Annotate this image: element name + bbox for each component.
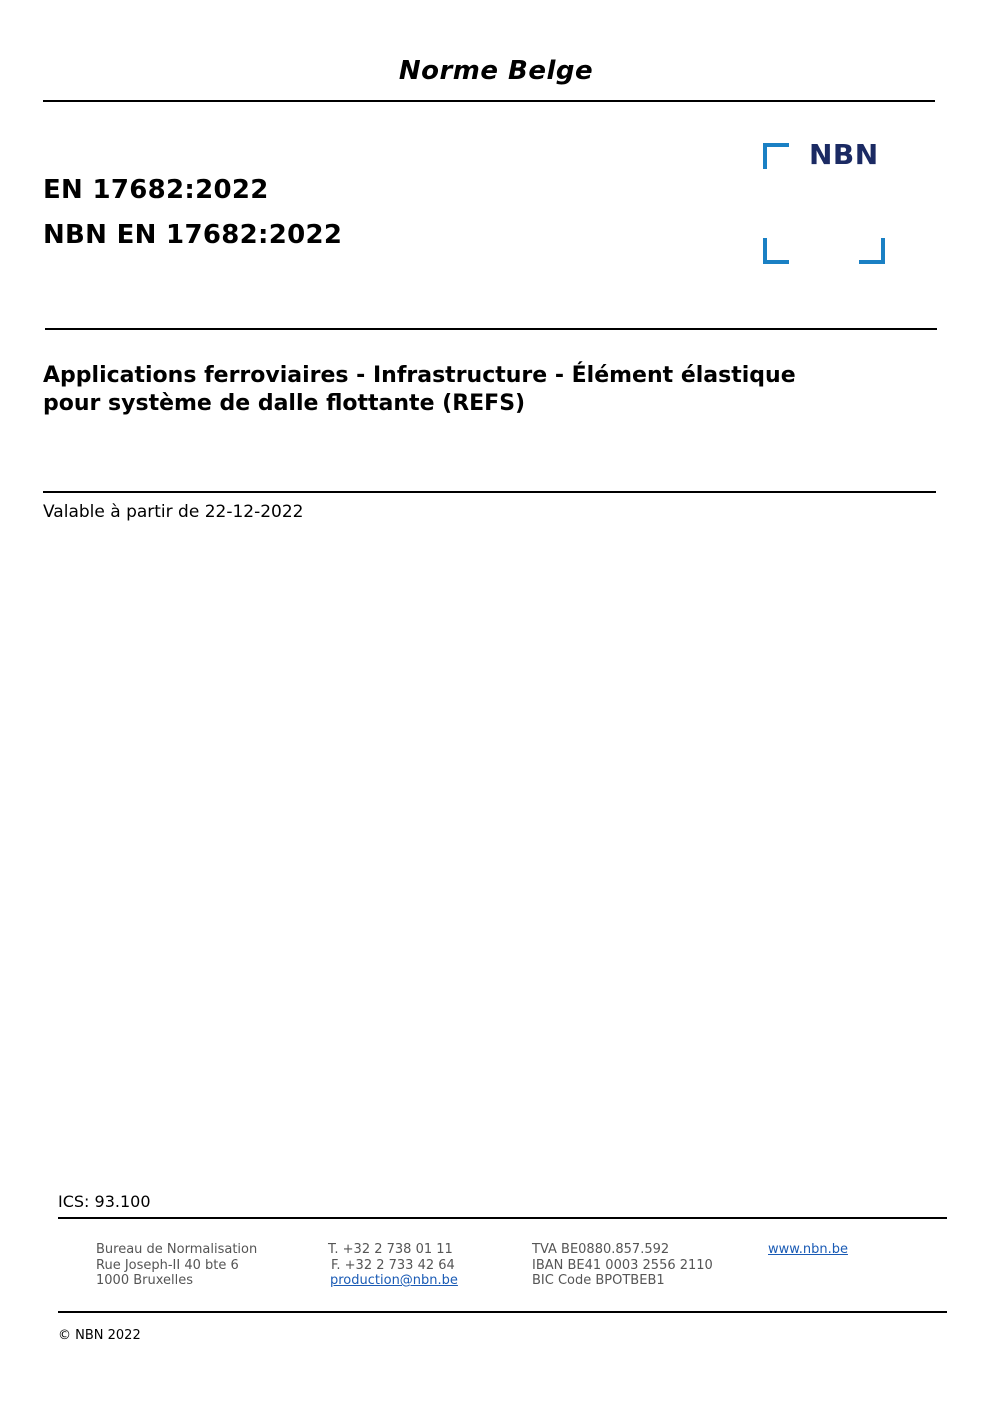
address-line-1: Bureau de Normalisation bbox=[96, 1242, 258, 1257]
vat-number: TVA BE0880.857.592 bbox=[532, 1242, 670, 1257]
bic-code: BIC Code BPOTBEB1 bbox=[532, 1273, 665, 1288]
header-divider bbox=[43, 100, 935, 102]
logo-bracket-top-left bbox=[763, 143, 789, 169]
footer-top-divider bbox=[58, 1217, 947, 1219]
document-title-line-1: Applications ferroviaires - Infrastructure - Élément élastique bbox=[43, 363, 796, 388]
document-title bbox=[43, 362, 923, 418]
email-link[interactable]: production@nbn.be bbox=[330, 1273, 458, 1288]
phone-block bbox=[328, 1242, 458, 1289]
valid-from-date: Valable à partir de 22-12-2022 bbox=[43, 502, 304, 522]
logo-bracket-bottom-left bbox=[763, 238, 789, 264]
iban-number: IBAN BE41 0003 2556 2110 bbox=[532, 1257, 713, 1273]
bank-block bbox=[532, 1242, 713, 1289]
document-title-line-2: pour système de dalle flottante (REFS) bbox=[43, 391, 526, 416]
phone-number: T. +32 2 738 01 11 bbox=[328, 1242, 453, 1257]
address-block bbox=[96, 1242, 257, 1289]
title-top-divider bbox=[45, 328, 937, 330]
logo-text: NBN bbox=[809, 138, 879, 171]
title-bottom-divider bbox=[43, 491, 936, 493]
page-header-title: Norme Belge bbox=[398, 56, 594, 86]
en-standard-code: EN 17682:2022 bbox=[43, 175, 269, 205]
website-block bbox=[768, 1242, 848, 1258]
ics-code: ICS: 93.100 bbox=[58, 1192, 151, 1211]
logo-bracket-bottom-right bbox=[859, 238, 885, 264]
copyright-notice: © NBN 2022 bbox=[58, 1328, 141, 1343]
address-line-3: 1000 Bruxelles bbox=[96, 1273, 194, 1288]
address-line-2: Rue Joseph-II 40 bte 6 bbox=[96, 1257, 239, 1273]
website-link[interactable]: www.nbn.be bbox=[768, 1242, 848, 1257]
nbn-standard-code: NBN EN 17682:2022 bbox=[43, 220, 343, 250]
footer-bottom-divider bbox=[58, 1311, 947, 1313]
fax-number: F. +32 2 733 42 64 bbox=[331, 1257, 455, 1273]
nbn-logo bbox=[761, 140, 885, 264]
